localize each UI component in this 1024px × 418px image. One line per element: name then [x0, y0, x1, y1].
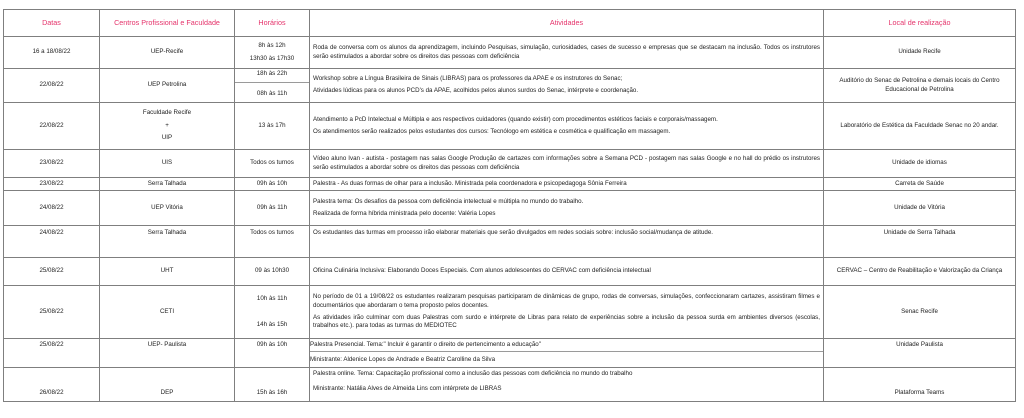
- header-atividades: Atividades: [310, 10, 824, 37]
- center-cell: Serra Talhada: [100, 178, 235, 191]
- date-cell: 16 a 18/08/22: [4, 37, 100, 69]
- date-cell: 22/08/22: [4, 103, 100, 150]
- table-row: [4, 69, 1016, 103]
- hours-line: 10h às 11h: [256, 294, 288, 302]
- activity-text: Os estudantes das turmas em processo irão elaborar materiais que serão divulgados em redes sociais sobre: inclusão social/mudança de atitude.: [313, 229, 713, 236]
- date-cell: 22/08/22: [4, 69, 100, 103]
- date-cell: 24/08/22: [4, 191, 100, 226]
- header-local: Local de realização: [824, 10, 1016, 37]
- center-cell: UEP Petrolina: [100, 69, 235, 103]
- center-cell: CETI: [100, 286, 235, 339]
- activity-cell: [310, 69, 824, 103]
- center-cell: DEP: [100, 368, 235, 402]
- table-row: [4, 339, 1016, 368]
- table-row: [4, 191, 1016, 226]
- center-line: +: [165, 121, 169, 129]
- header-row: [4, 10, 1016, 37]
- place-cell: Auditório do Senac de Petrolina e demais locais do Centro Educacional de Petrolina: [824, 69, 1016, 103]
- center-cell: UEP- Paulista: [100, 339, 235, 368]
- table-row: [4, 103, 1016, 150]
- activity-cell: [310, 339, 824, 368]
- center-line: Faculdade Recife: [142, 109, 192, 117]
- hours-line: 08h às 11h: [256, 90, 288, 97]
- activity-cell: [310, 150, 824, 178]
- header-centros: Centros Profissional e Faculdade: [100, 10, 235, 37]
- activity-text: Workshop sobre a Língua Brasileira de Sinais (LIBRAS) para os professores da APAE e os instrutores do Senac;: [313, 75, 623, 83]
- hours-cell: [235, 286, 310, 339]
- schedule-table: [3, 9, 1016, 402]
- center-cell: Serra Talhada: [100, 226, 235, 258]
- hours-cell: 15h às 16h: [235, 368, 310, 402]
- place-cell: Unidade de Vitória: [824, 191, 1016, 226]
- activity-cell: [310, 191, 824, 226]
- activity-cell: [310, 103, 824, 150]
- date-cell: 25/08/22: [4, 286, 100, 339]
- activity-cell: [310, 286, 824, 339]
- activity-text: Atendimento a PcD Intelectual e Múltipla e aos respectivos cuidadores (quando existir) com procedimentos estéticos faciais e corporais/massagem.: [313, 115, 718, 123]
- place-cell: Carreta de Saúde: [824, 178, 1016, 191]
- hours-cell: [235, 69, 310, 103]
- activity-cell: [310, 37, 824, 69]
- table-row: [4, 150, 1016, 178]
- date-cell: 25/08/22: [4, 339, 100, 368]
- activity-text: Atividades lúdicas para os alunos PCD's da APAE, acolhidos pelos alunos surdos do Senac, intérprete e coordenação.: [313, 87, 639, 94]
- date-cell: 23/08/22: [4, 150, 100, 178]
- hours-cell: 09h às 10h: [235, 178, 310, 191]
- date-cell: 25/08/22: [4, 258, 100, 286]
- header-datas: Datas: [4, 10, 100, 37]
- date-cell: 23/08/22: [4, 178, 100, 191]
- activity-text: Ministrante: Aldenice Lopes de Andrade e Beatriz Carolline da Silva: [310, 356, 496, 363]
- table-row: [4, 286, 1016, 339]
- center-cell: UEP-Recife: [100, 37, 235, 69]
- hours-line: 13h30 às 17h30: [249, 54, 295, 62]
- header-horarios: Horários: [235, 10, 310, 37]
- table-row: [4, 37, 1016, 69]
- activity-text: Palestra - As duas formas de olhar para a inclusão. Ministrada pela coordenadora e psicopedagoga Sônia Ferreira: [313, 179, 627, 187]
- place-cell: Unidade de Serra Talhada: [824, 226, 1016, 258]
- hours-line: 8h às 12h: [258, 41, 286, 49]
- hours-cell: Todos os turnos: [235, 226, 310, 258]
- center-cell: UIS: [100, 150, 235, 178]
- activity-text: No período de 01 a 19/08/22 os estudantes realizaram pesquisas participaram de dinâmicas de grupo, rodas de conversas, simulações, confeccionaram cartazes, assistiram filmes e documentários que abordaram o tema proposto pelos docentes.: [313, 293, 820, 309]
- activity-text: Ministrante: Natália Alves de Almeida Lins com intérprete de LIBRAS: [313, 384, 502, 392]
- center-cell: UEP Vitória: [100, 191, 235, 226]
- hours-line: 14h às 15h: [256, 320, 288, 328]
- place-cell: Unidade de idiomas: [824, 150, 1016, 178]
- hours-cell: 09h às 11h: [235, 191, 310, 226]
- hours-cell: Todos os turnos: [235, 150, 310, 178]
- center-cell: [100, 103, 235, 150]
- table-row: [4, 178, 1016, 191]
- date-cell: 26/08/22: [4, 368, 100, 402]
- activity-text: Palestra tema: Os desafios da pessoa com deficiência intelectual e múltipla no mundo do trabalho.: [313, 197, 584, 205]
- activity-cell: [310, 178, 824, 191]
- place-cell: Unidade Recife: [824, 37, 1016, 69]
- activity-text: Palestra online. Tema: Capacitação profissional como a inclusão das pessoas com deficiência no mundo do trabalho: [313, 370, 633, 377]
- activity-cell: [310, 258, 824, 286]
- activity-text: Palestra Presencial. Tema:" Incluir é garantir o direito de pertencimento a educação": [310, 340, 824, 352]
- table-row: [4, 368, 1016, 402]
- hours-line: 18h às 22h: [235, 69, 310, 83]
- place-cell: Plataforma Teams: [824, 368, 1016, 402]
- date-cell: 24/08/22: [4, 226, 100, 258]
- activity-text: Os atendimentos serão realizados pelos estudantes dos cursos: Tecnólogo em estética e cosmética e qualificação em massagem.: [313, 127, 671, 135]
- place-cell: Laboratório de Estética da Faculdade Senac no 20 andar.: [824, 103, 1016, 150]
- activity-text: Realizada de forma híbrida ministrada pelo docente: Valéria Lopes: [313, 209, 496, 217]
- table-row: [4, 226, 1016, 258]
- hours-cell: [235, 37, 310, 69]
- hours-cell: 09h às 10h: [235, 339, 310, 368]
- activity-text: Oficina Culinária Inclusiva: Elaborando Doces Especiais. Com alunos adolescentes do CERVAC com deficiência intelectual: [313, 267, 651, 275]
- center-cell: UHT: [100, 258, 235, 286]
- hours-cell: 13 às 17h: [235, 103, 310, 150]
- activity-cell: [310, 226, 824, 258]
- place-cell: Senac Recife: [824, 286, 1016, 339]
- place-cell: Unidade Paulista: [824, 339, 1016, 368]
- activity-cell: [310, 368, 824, 402]
- schedule-sheet: [3, 9, 1015, 402]
- activity-text: As atividades irão culminar com duas Palestras com surdo e intérprete de Libras para relato de experiências sobre a inclusão da pessoa surda em ambientes diversos (escolas, trabalhos etc.). para todas as turmas do MEDIOTEC: [313, 313, 820, 330]
- hours-cell: 09 às 10h30: [235, 258, 310, 286]
- place-cell: CERVAC – Centro de Reabilitação e Valorização da Criança: [824, 258, 1016, 286]
- activity-text: Vídeo aluno Ivan - autista - postagem nas salas Google Produção de cartazes com informações sobre a Semana PCD - postagem nas salas Google e no hall do prédio os instrutores serão estimulados a abordar sobre os direitos das pessoas com deficiência: [313, 154, 820, 171]
- center-line: UIP: [161, 134, 173, 142]
- table-row: [4, 258, 1016, 286]
- activity-text: Roda de conversa com os alunos da aprendizagem, incluindo Pesquisas, simulação, curiosidades, cases de sucesso e empresas que se destacam na inclusão. Todos os instrutores serão estimulados a abordar sobre os direitos das pessoas com deficiência: [313, 43, 820, 60]
